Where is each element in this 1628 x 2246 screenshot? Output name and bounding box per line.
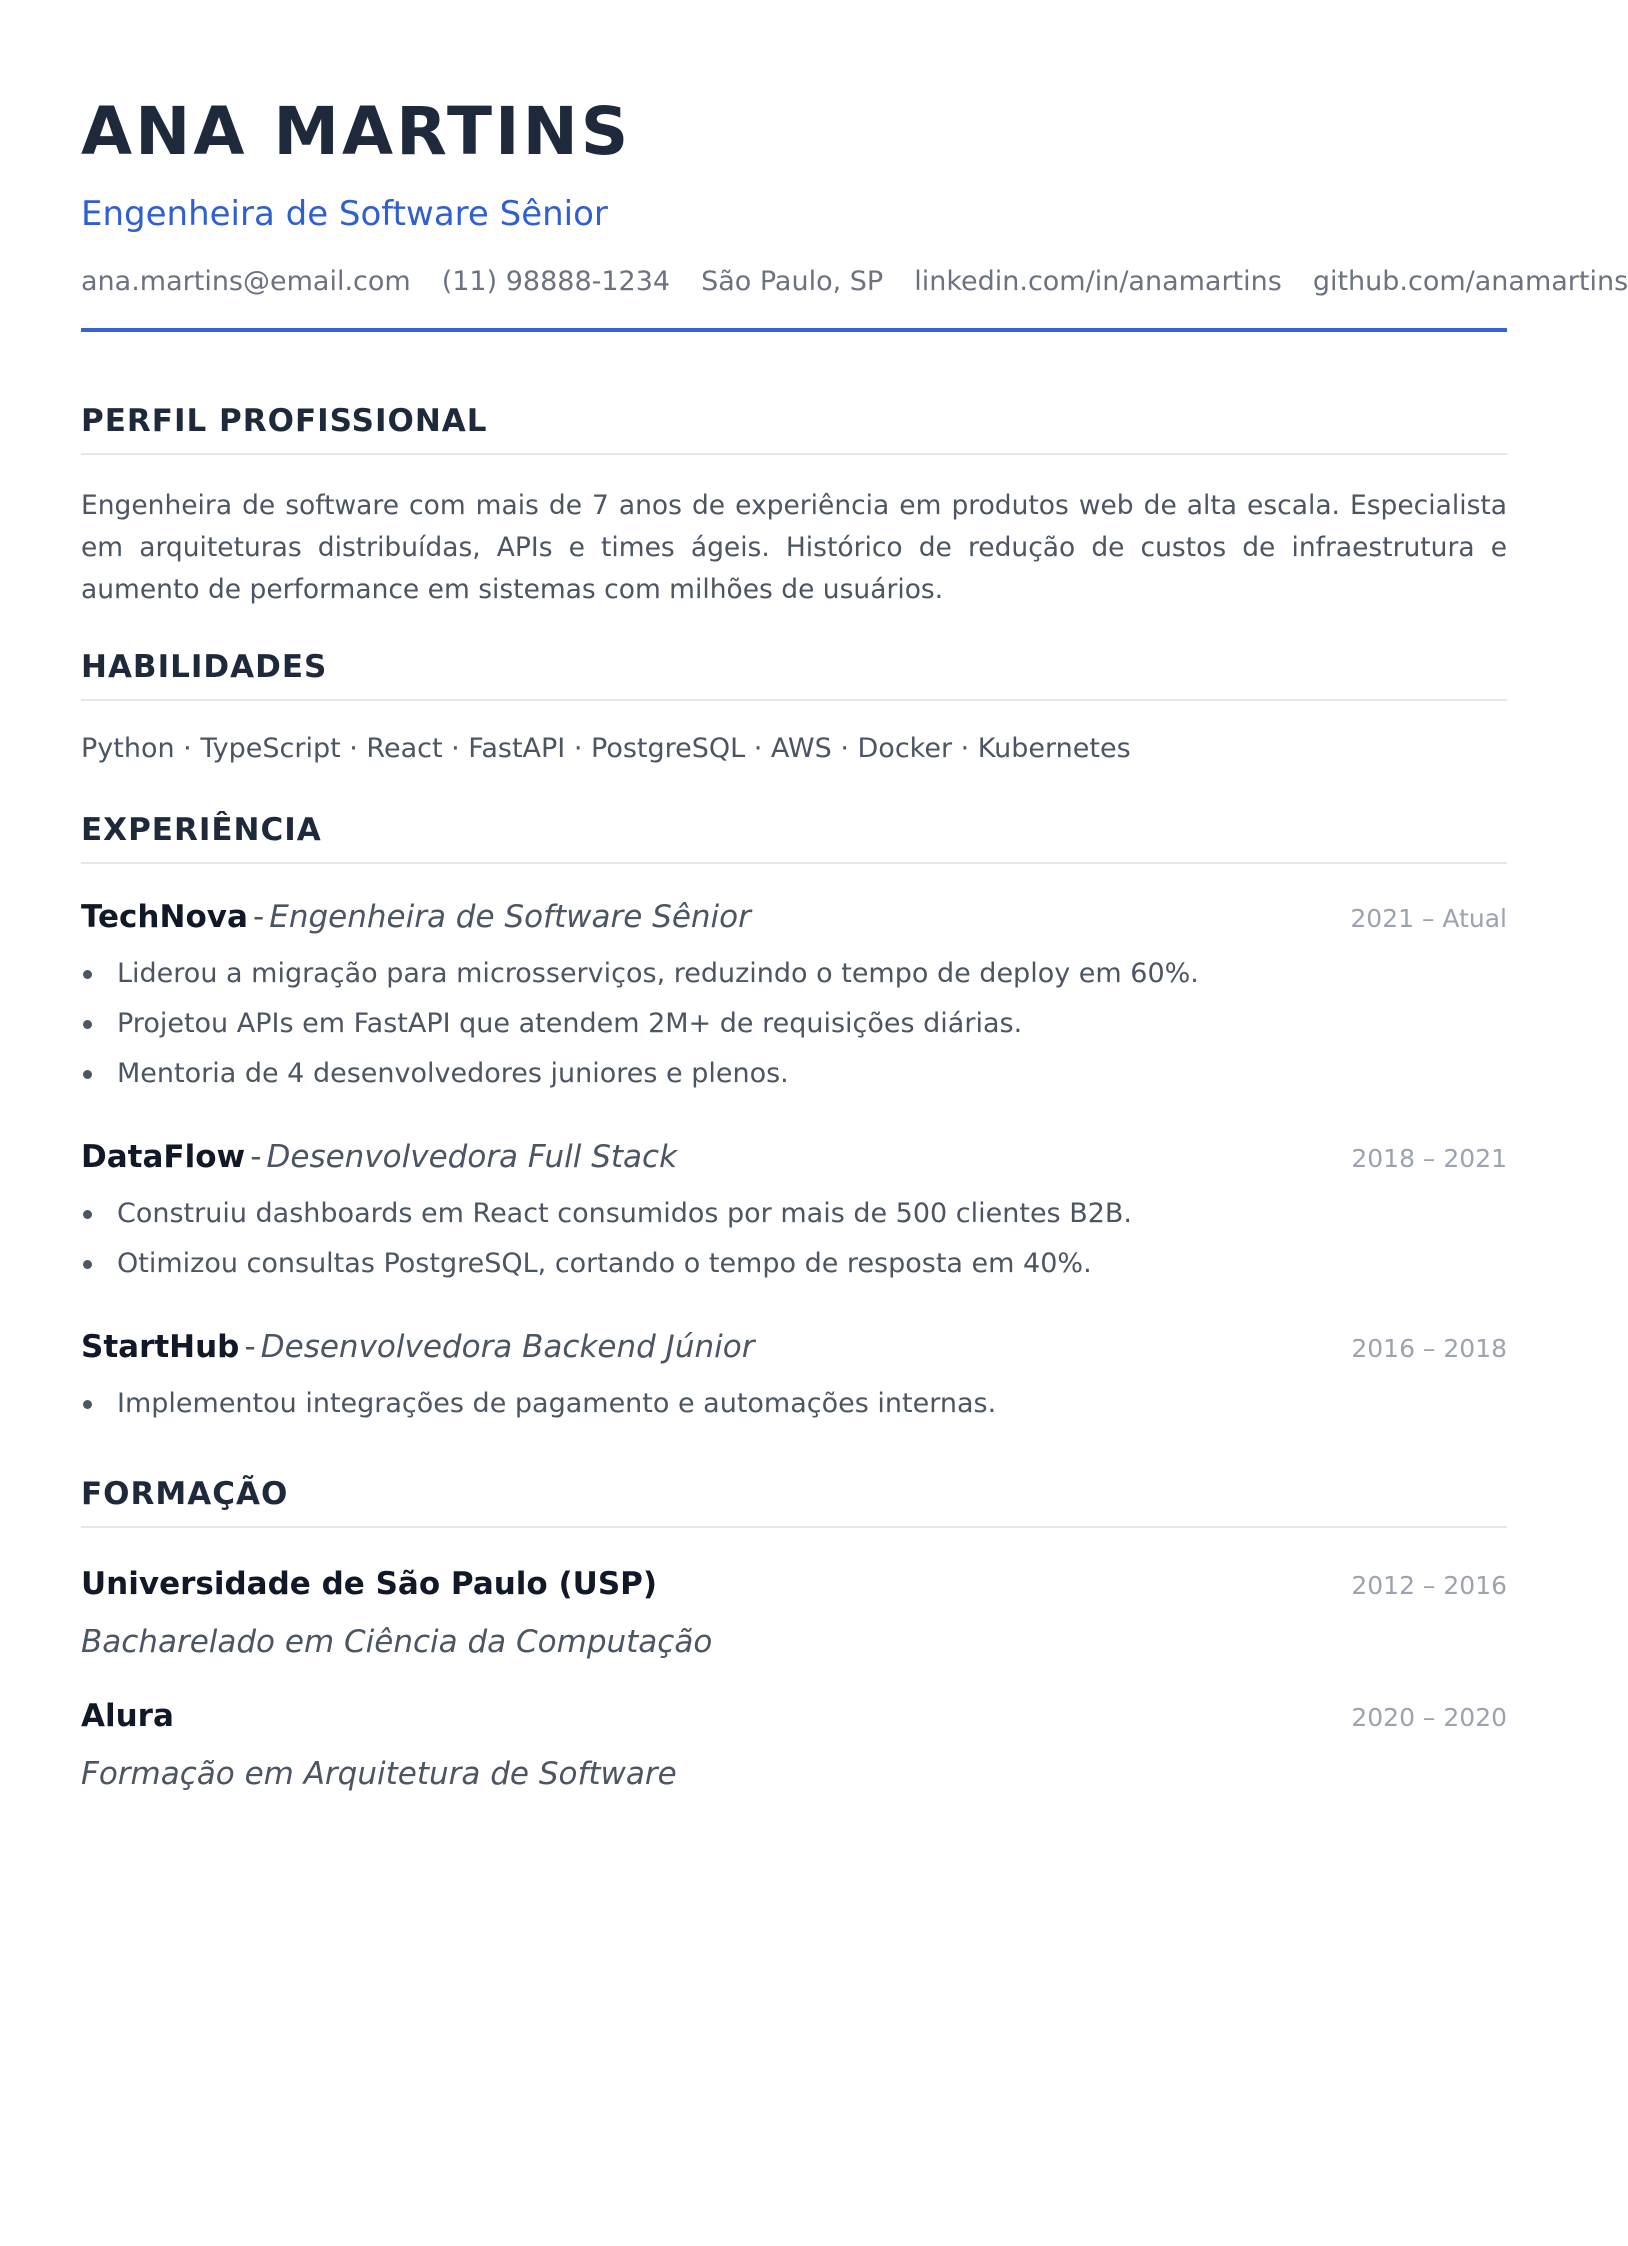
education-entry [81,1564,1507,1662]
education-section [81,1474,1507,1794]
contact-location: São Paulo, SP [701,266,884,297]
candidate-name: ANA MARTINS [81,93,632,170]
job-company: StartHub [81,1329,240,1365]
job-header [81,1327,1507,1367]
skills-list: Python · TypeScript · React · FastAPI · PostgreSQL · AWS · Docker · Kubernetes [81,733,1131,764]
education-dates: 2012 – 2016 [1351,1571,1507,1600]
summary-section [81,401,1507,611]
education-heading: FORMAÇÃO [81,1474,1507,1528]
header-divider [81,328,1507,332]
job-header [81,897,1507,937]
job-separator: - [250,1139,262,1175]
job-role: Desenvolvedora Backend Júnior [260,1329,755,1365]
job-bullets [81,1379,1507,1429]
job-header [81,1137,1507,1177]
job-heading [81,1137,677,1177]
education-school: Universidade de São Paulo (USP) [81,1566,658,1602]
job-entry [81,1137,1507,1289]
education-header [81,1696,1507,1736]
skills-section [81,647,1507,767]
summary-heading: PERFIL PROFISSIONAL [81,401,1507,455]
summary-text: Engenheira de software com mais de 7 anos de experiência em produtos web de alta escala. Especialista em arquiteturas distribuídas, APIs e times ágeis. Histórico de redução de custos de infraestrutura e aumento de performance em sistemas com milhões de usuários. [81,490,1507,605]
resume-header [81,92,1628,332]
education-degree: Formação em Arquitetura de Software [81,1756,677,1792]
education-dates: 2020 – 2020 [1351,1703,1507,1732]
contact-linkedin: linkedin.com/in/anamartins [914,266,1282,297]
contact-github: github.com/anamartins [1312,266,1628,297]
job-bullets [81,949,1507,1099]
skills-heading: HABILIDADES [81,647,1507,701]
job-bullet: Liderou a migração para microsserviços, reduzindo o tempo de deploy em 60%. [81,949,1507,999]
job-dates: 2016 – 2018 [1351,1334,1507,1363]
contact-phone: (11) 98888-1234 [441,266,671,297]
job-bullet: Implementou integrações de pagamento e automações internas. [81,1379,1507,1429]
job-bullet: Projetou APIs em FastAPI que atendem 2M+ de requisições diárias. [81,999,1507,1049]
job-dates: 2018 – 2021 [1351,1144,1507,1173]
job-heading [81,897,751,937]
contact-info [81,264,1628,300]
experience-heading: EXPERIÊNCIA [81,810,1507,864]
job-company: TechNova [81,899,248,935]
job-entry [81,897,1507,1099]
job-bullets [81,1189,1507,1289]
job-entry [81,1327,1507,1429]
job-heading [81,1327,754,1367]
job-bullet: Mentoria de 4 desenvolvedores juniores e plenos. [81,1049,1507,1099]
job-company: DataFlow [81,1139,246,1175]
job-role: Desenvolvedora Full Stack [266,1139,678,1175]
job-separator: - [252,899,265,935]
job-bullet: Construiu dashboards em React consumidos por mais de 500 clientes B2B. [81,1189,1507,1239]
candidate-title: Engenheira de Software Sênior [81,194,608,234]
contact-email: ana.martins@email.com [81,266,411,297]
education-degree: Bacharelado em Ciência da Computação [81,1624,713,1660]
experience-section [81,810,1507,1429]
job-dates: 2021 – Atual [1350,904,1507,933]
job-role: Engenheira de Software Sênior [269,899,751,935]
job-separator: - [244,1329,256,1365]
education-header [81,1564,1507,1604]
job-bullet: Otimizou consultas PostgreSQL, cortando o tempo de resposta em 40%. [81,1239,1507,1289]
education-school: Alura [81,1698,174,1734]
education-entry [81,1696,1507,1794]
